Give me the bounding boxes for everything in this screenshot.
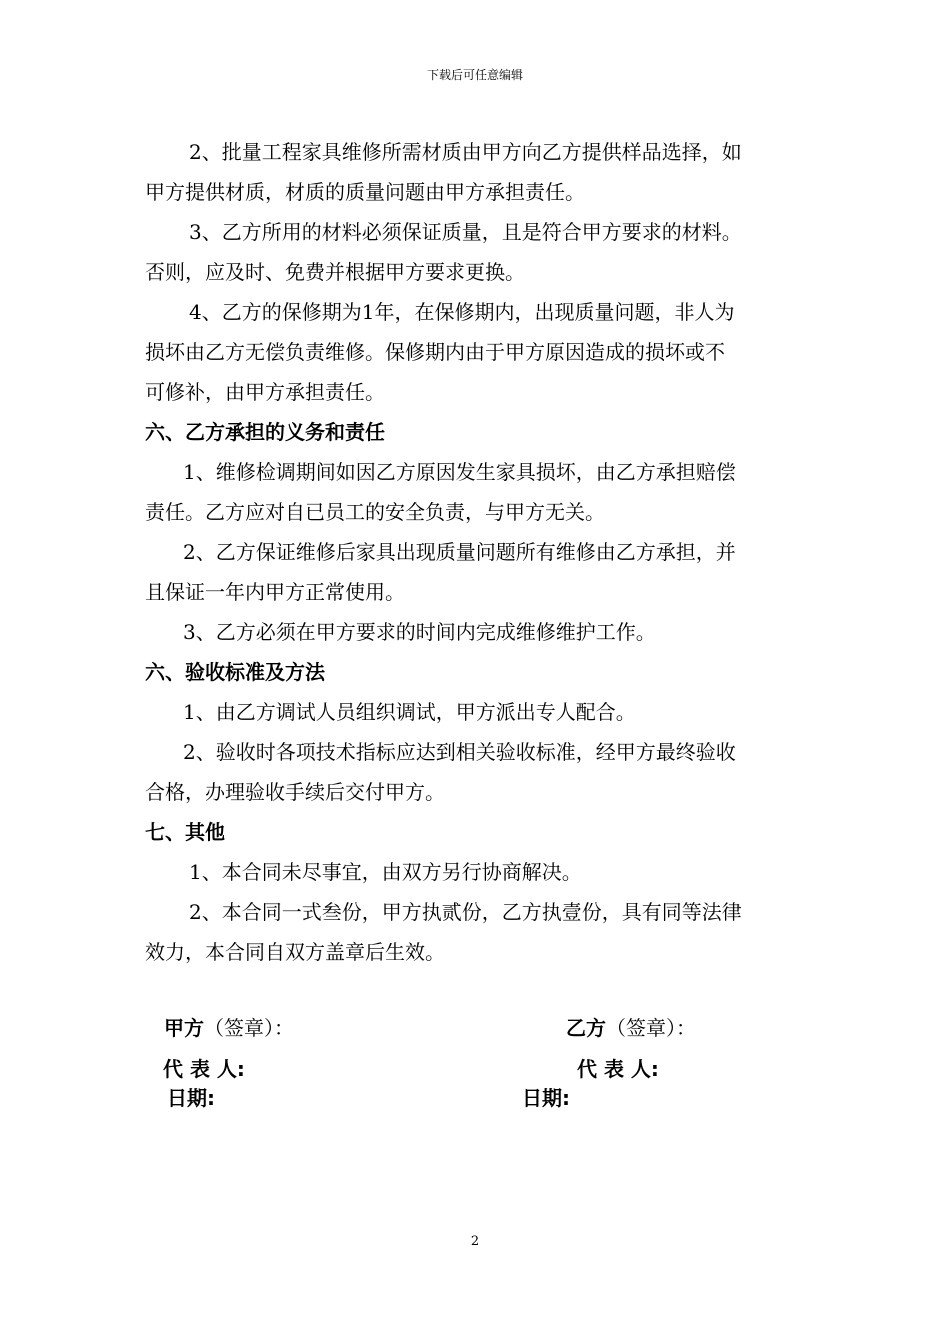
contract-body [145,132,805,972]
clause-2-line-1: 2、批量工程家具维修所需材质由甲方向乙方提供样品选择，如 [189,140,742,164]
page-header: 下载后可任意编辑 [426,68,523,82]
other-2-line-2: 效力，本合同自双方盖章后生效。 [145,940,445,964]
party-a-representative: 代 表 人: [163,1057,245,1081]
party-b-signature [566,1012,696,1041]
section-heading-obligations: 六、乙方承担的义务和责任 [145,420,385,444]
obligation-2-line-2: 且保证一年内甲方正常使用。 [145,580,405,604]
clause-4-line-2: 损坏由乙方无偿负责维修。保修期内由于甲方原因造成的损坏或不 [145,340,725,364]
section-heading-acceptance: 六、验收标准及方法 [145,660,325,684]
clause-3-line-1: 3、乙方所用的材料必须保证质量，且是符合甲方要求的材料。 [189,220,742,244]
clause-3-line-2: 否则，应及时、免费并根据甲方要求更换。 [145,260,525,284]
party-a-signature [164,1012,294,1041]
obligation-2-line-1: 2、乙方保证维修后家具出现质量问题所有维修由乙方承担，并 [183,540,736,564]
page-number: 2 [470,1234,480,1249]
party-a-date: 日期: [167,1086,215,1110]
acceptance-2-line-1: 2、验收时各项技术指标应达到相关验收标准，经甲方最终验收 [183,740,736,764]
clause-2-line-2: 甲方提供材质，材质的质量问题由甲方承担责任。 [145,180,585,204]
party-a-seal-label: （签章）： [204,1016,294,1040]
party-b-representative: 代 表 人: [577,1057,659,1081]
acceptance-1: 1、由乙方调试人员组织调试，甲方派出专人配合。 [183,700,636,724]
party-b-seal-label: （签章）： [606,1016,696,1040]
party-b-date: 日期: [522,1086,570,1110]
acceptance-2-line-2: 合格，办理验收手续后交付甲方。 [145,780,445,804]
clause-4-line-1: 4、乙方的保修期为1年，在保修期内，出现质量问题，非人为 [189,300,735,324]
clause-4-line-3: 可修补，由甲方承担责任。 [145,380,385,404]
party-a-label: 甲方 [164,1016,204,1040]
other-1: 1、本合同未尽事宜，由双方另行协商解决。 [189,860,582,884]
section-heading-other: 七、其他 [145,820,225,844]
party-b-label: 乙方 [566,1016,606,1040]
obligation-1-line-2: 责任。乙方应对自已员工的安全负责，与甲方无关。 [145,500,605,524]
other-2-line-1: 2、本合同一式叁份，甲方执贰份，乙方执壹份，具有同等法律 [189,900,742,924]
obligation-1-line-1: 1、维修检调期间如因乙方原因发生家具损坏，由乙方承担赔偿 [183,460,736,484]
obligation-3: 3、乙方必须在甲方要求的时间内完成维修维护工作。 [183,620,656,644]
